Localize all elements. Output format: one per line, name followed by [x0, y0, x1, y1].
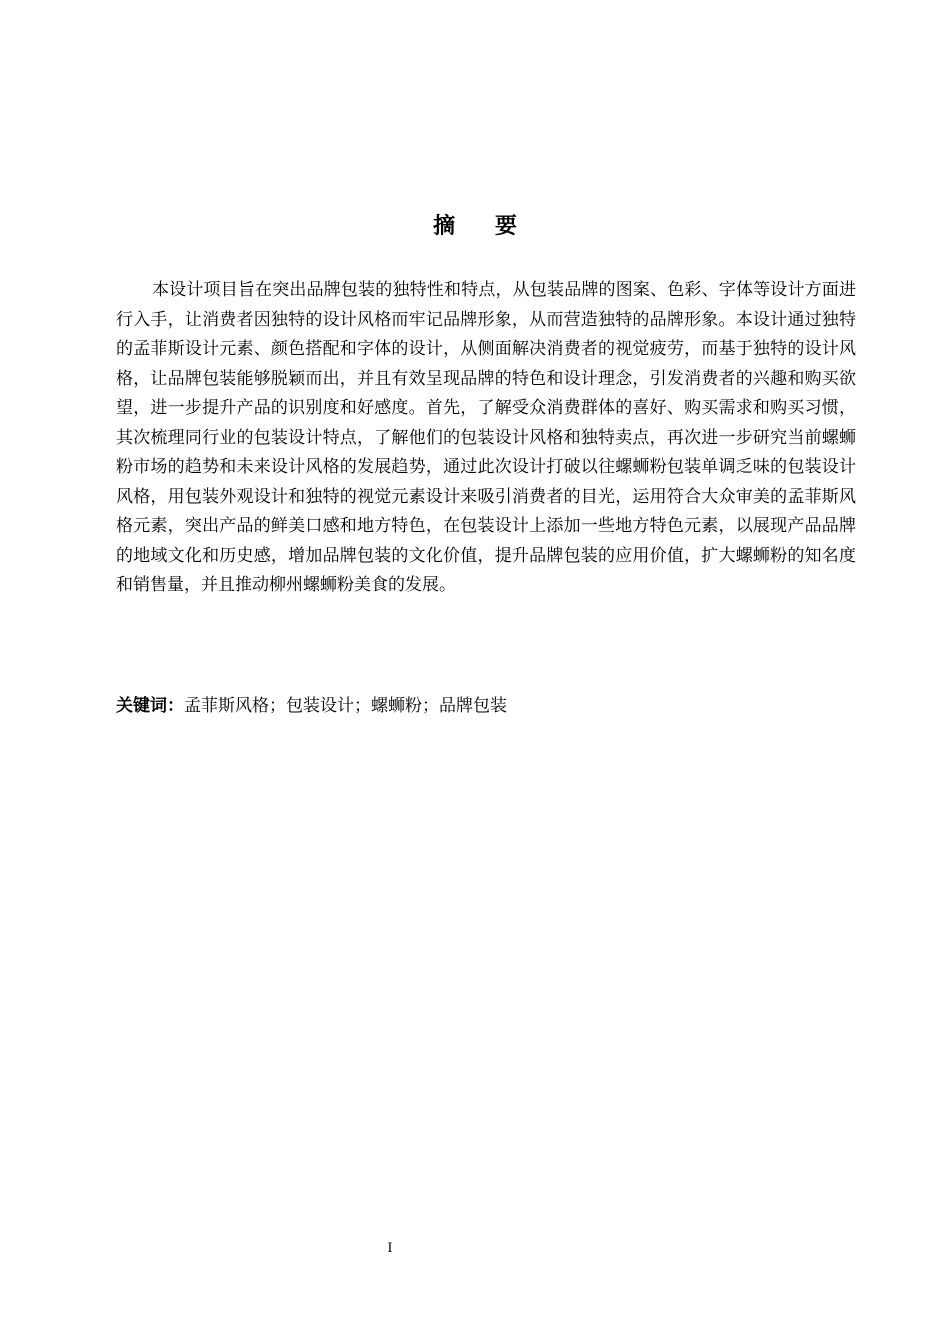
abstract-paragraph: 本设计项目旨在突出品牌包装的独特性和特点，从包装品牌的图案、色彩、字体等设计方面进行入手，让消费者因独特的设计风格而牢记品牌形象，从而营造独特的品牌形象。本设计通过独特的孟菲斯设计元素、颜色搭配和字体的设计，从侧面解决消费者的视觉疲劳，而基于独特的设计风格，让品牌包装能够脱颖而出，并且有效呈现品牌的特色和设计理念，引发消费者的兴趣和购买欲望，进一步提升产品的识别度和好感度。首先，了解受众消费群体的喜好、购买需求和购买习惯，其次梳理同行业的包装设计特点，了解他们的包装设计风格和独特卖点，再次进一步研究当前螺蛳粉市场的趋势和未来设计风格的发展趋势，通过此次设计打破以往螺蛳粉包装单调乏味的包装设计风格，用包装外观设计和独特的视觉元素设计来吸引消费者的目光，运用符合大众审美的孟菲斯风格元素，突出产品的鲜美口感和地方特色，在包装设计上添加一些地方特色元素，以展现产品品牌的地域文化和历史感，增加品牌包装的文化价值，提升品牌包装的应用价值，扩大螺蛳粉的知名度和销售量，并且推动柳州螺蛳粉美食的发展。 — [116, 280, 856, 595]
keywords-line — [116, 692, 856, 720]
abstract-title: 摘 要 — [433, 213, 533, 239]
keywords-label: 关键词： — [116, 696, 184, 716]
page-number: I — [387, 1241, 393, 1256]
keywords-text: 孟菲斯风格；包装设计；螺蛳粉；品牌包装 — [184, 696, 507, 716]
